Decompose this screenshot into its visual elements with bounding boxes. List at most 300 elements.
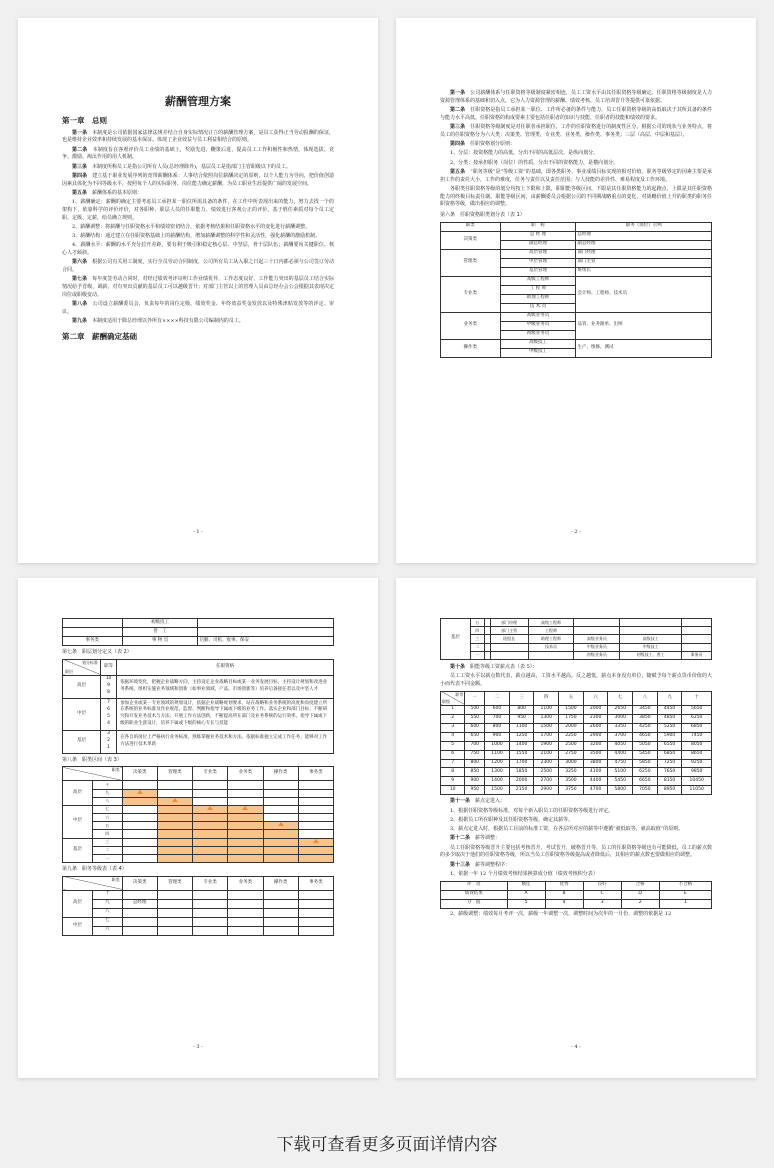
table-cell: 4400 xyxy=(583,777,608,786)
table-cell: 6650 xyxy=(633,777,658,786)
paragraph-text: 1、分层：按资格能力的高低，分出不同的高低层次，是纵向划分。 xyxy=(450,150,599,157)
table-cell: 良好 xyxy=(583,881,621,890)
table-cell: 业务类 xyxy=(441,312,501,339)
table-cell: 1300 xyxy=(534,714,559,723)
paragraph-text: 本制度所称员工是指公司所有人员(总经理除外)，基层员工是指部门主管职级以下的员工。 xyxy=(92,163,291,170)
table-cell: 后勤、司机、收事、保安 xyxy=(198,637,334,646)
range-cell-shaded xyxy=(228,814,263,822)
table-cell: 2300 xyxy=(583,714,608,723)
table-row xyxy=(63,846,334,854)
article-label: 第五条 xyxy=(72,189,88,196)
range-cell-shaded xyxy=(157,797,192,805)
job-class-table xyxy=(440,222,712,358)
table-cell: 2300 xyxy=(534,759,559,768)
table-cell: 7650 xyxy=(657,768,682,777)
table-cell: 1500 xyxy=(534,723,559,732)
range-cell-shaded xyxy=(263,822,298,830)
table-cell xyxy=(122,908,157,917)
table-cell: 总 经 理 xyxy=(500,231,576,240)
range-cell-shaded xyxy=(157,830,192,838)
document-page-4 xyxy=(396,578,756,1078)
table-cell: 4 xyxy=(545,899,583,908)
table-cell: 1100 xyxy=(485,750,510,759)
table-cell: 总经理 xyxy=(122,899,157,908)
paragraph-text: 任职资格等级制度是对任职者承担职位，工作的任职资格进行的制度性区分。根据公司的现状与业务特点，将员工的任职资格分为六大类：决策类、管理类、专业类、业务类、操作类、事务类；三层（高层、中层和基层）。 xyxy=(440,124,712,138)
table-row xyxy=(441,651,712,659)
table-row xyxy=(441,312,712,321)
paragraph-text: 本制度适用于除总经理以外所有××××科技有限公司编制内的员工。 xyxy=(92,318,244,325)
table-cell: 1700 xyxy=(509,759,534,768)
range-cell-shaded xyxy=(157,838,192,846)
table-cell: 4450 xyxy=(657,705,682,714)
table-row xyxy=(63,675,334,698)
range-cell xyxy=(298,822,333,830)
range-cell xyxy=(193,781,228,789)
paragraph xyxy=(440,124,712,140)
table-cell: 3250 xyxy=(559,768,584,777)
table-cell: 3 xyxy=(583,899,621,908)
paragraph xyxy=(62,224,334,232)
table-cell xyxy=(682,643,712,651)
table-cell: 七 xyxy=(92,917,122,926)
paragraph xyxy=(440,150,712,158)
paragraph xyxy=(62,164,334,172)
table-cell: 3850 xyxy=(633,714,658,723)
grade-number: 10 xyxy=(105,676,112,682)
table-cell: 5 xyxy=(441,741,465,750)
paragraph-text: 建立基于职业发展序列的宽带薪酬体系：人事结合依照岗位薪酬决定的原则，以个人能力为导向，把价值创造因素具体化为不同等级水平，按照每个人的实际职务、岗位能力确定薪酬，为员工职业生涯提供广阔的发展空间。 xyxy=(62,172,334,187)
table-cell: 5850 xyxy=(633,759,658,768)
table-cell: 高级工程师 xyxy=(528,619,574,627)
table-cell: 中级业务员 xyxy=(500,321,576,330)
grade-number: 4 xyxy=(107,721,110,727)
table-cell: 3450 xyxy=(633,705,658,714)
range-cell-shaded xyxy=(228,805,263,813)
article-label: 第一条 xyxy=(450,90,466,96)
range-cell xyxy=(122,838,157,846)
table-cell: 工程师 xyxy=(528,627,574,635)
table-row xyxy=(63,838,334,846)
table-cell: 八 xyxy=(92,797,122,805)
chapter-heading: 第二章 薪酬确定基础 xyxy=(62,331,137,341)
table-cell: 分 值 xyxy=(441,899,508,908)
table-header: 决策类 xyxy=(122,876,157,890)
table-cell: 中层 xyxy=(63,698,101,730)
table-cell: 五 xyxy=(470,619,484,627)
article-label: 第二条 xyxy=(450,107,466,113)
range-cell-shaded xyxy=(228,822,263,830)
table-cell: 6 xyxy=(441,750,465,759)
table-cell: 7450 xyxy=(682,732,712,741)
table-cell: 总经理 xyxy=(576,231,712,240)
paragraph-text: 公司设立薪酬委员会，负责每年的岗位定级、绩效奖金、年终效益奖金发放以及特殊津贴发放等的评定、审议。 xyxy=(62,301,334,315)
table-cell: 10450 xyxy=(682,777,712,786)
paragraph-text: 2、分类：按承担职务（岗位）的性质，分出不同的资格能力，是横向划分。 xyxy=(450,159,619,166)
table-cell: 750 xyxy=(465,750,485,759)
table-cell: 8650 xyxy=(682,750,712,759)
paragraph xyxy=(62,173,334,189)
table-cell: 950 xyxy=(509,714,534,723)
table-header: 决策类 xyxy=(122,767,157,781)
table-cell: 6250 xyxy=(682,714,712,723)
range-cell xyxy=(298,781,333,789)
range-arrow-icon xyxy=(137,790,143,794)
paragraph xyxy=(440,808,712,816)
paragraph xyxy=(440,160,712,168)
table-cell: 高层 xyxy=(63,675,101,698)
table-cell: 4 xyxy=(441,732,465,741)
table-cell: 8050 xyxy=(682,741,712,750)
table-row xyxy=(63,814,334,822)
table-cell: 1250 xyxy=(509,732,534,741)
table-cell xyxy=(100,698,116,730)
range-cell-shaded xyxy=(193,838,228,846)
table-cell: 一 xyxy=(92,855,122,863)
article-label: 第七条 xyxy=(72,276,88,283)
paragraph-text: 任职资格是指员工承担某一职位、工作所必备的条件与能力，员工任职资格等级的高低取决于其所具备的条件与能力水平高低。任职资格的构成要素主要包括任职者的知识与技能、任职者的技能和绩效的要求。 xyxy=(440,107,712,121)
table-row xyxy=(441,759,712,768)
table-row xyxy=(63,830,334,838)
table-cell: 4400 xyxy=(608,750,633,759)
table-row xyxy=(63,822,334,830)
range-cell-shaded xyxy=(228,830,263,838)
table-cell: 650 xyxy=(465,732,485,741)
range-cell xyxy=(263,797,298,805)
article-label: 第九条 xyxy=(72,318,88,325)
table-cell: 品管、业务跟单、出纳 xyxy=(576,312,712,339)
table-cell: 六 xyxy=(92,814,122,822)
article-label: 第一条 xyxy=(72,129,88,136)
paragraph xyxy=(62,301,334,317)
table-cell: 中层 xyxy=(63,917,93,935)
paragraph xyxy=(440,845,712,861)
table-cell: 1400 xyxy=(485,777,510,786)
paragraph xyxy=(440,107,712,123)
range-cell xyxy=(228,789,263,797)
paragraph-text: 1、根据任职资格等级标准，对每个新入职员工的任职资格等级进行评定。 xyxy=(450,807,614,814)
paragraph-text: 本制度旨在客观评价员工业绩的基础上，奖励先进、鞭策后进，提高员工工作积极性和热情，体现选拔、竞争、激励、淘汰作用的用人机制。 xyxy=(62,146,334,161)
article-label: 第八条 xyxy=(72,301,88,308)
table-cell: E xyxy=(659,890,711,899)
range-cell-shaded xyxy=(228,846,263,854)
table-cell: 5450 xyxy=(608,777,633,786)
table-cell: 3200 xyxy=(583,741,608,750)
table-cell: 部门主管 xyxy=(490,627,528,635)
range-cell xyxy=(122,781,157,789)
paragraph-text: 薪等调整： xyxy=(475,835,501,842)
grade-number: 8 xyxy=(107,690,110,696)
table-header: 职 称 xyxy=(500,222,576,231)
paragraph-text: 2、根据员工所在职种及其任职资格等级，确定其薪等。 xyxy=(450,816,574,823)
range-cell xyxy=(157,789,192,797)
paragraph xyxy=(440,835,712,843)
paragraph xyxy=(440,169,712,185)
table-row xyxy=(441,890,712,899)
paragraph xyxy=(62,199,334,222)
table-cell: 900 xyxy=(465,777,485,786)
article-label: 第四条 xyxy=(72,172,88,179)
table-cell: 2900 xyxy=(534,786,559,795)
page-number: - 4 - xyxy=(571,1044,581,1051)
table-cell: 2150 xyxy=(509,786,534,795)
table-cell: 中级技工 xyxy=(620,643,682,651)
continued-grade-table xyxy=(440,618,712,660)
paragraph-text: 3、薪酬结构：通过建立在任职资格基础上的薪酬结构，增加薪酬调整的科学性和灵活性，强化薪酬的激励机制。 xyxy=(72,233,321,240)
table-header: 二 xyxy=(485,691,510,705)
range-cell-shaded xyxy=(157,814,192,822)
table-cell: 初级业务员 xyxy=(574,651,620,659)
document-title: 薪酬管理方案 xyxy=(165,95,231,108)
table-cell: 2700 xyxy=(534,777,559,786)
table-cell: 初级业务员 xyxy=(500,330,576,339)
table-cell: 中级业务员 xyxy=(574,643,620,651)
table-cell: 3750 xyxy=(559,786,584,795)
range-cell-shaded xyxy=(193,814,228,822)
table-cell: 1100 xyxy=(509,723,534,732)
table-cell: 不合格 xyxy=(659,881,711,890)
table-cell: 十 xyxy=(92,890,122,899)
range-cell-shaded xyxy=(157,855,192,863)
article-label: 第十三条 xyxy=(450,861,471,868)
range-cell xyxy=(122,805,157,813)
paragraph-list xyxy=(440,90,712,209)
table-cell: 技 术 员 xyxy=(500,303,576,312)
table-cell: 700 xyxy=(485,714,510,723)
table-cell: 2 xyxy=(621,899,659,908)
table-cell: 优秀 xyxy=(545,881,583,890)
table-cell: 九 xyxy=(92,899,122,908)
table-row xyxy=(441,627,712,635)
table-header: 四 xyxy=(534,691,559,705)
table-cell: 2000 xyxy=(583,705,608,714)
table-cell: 1 xyxy=(659,899,711,908)
paragraph-list xyxy=(440,798,712,878)
range-cell-shaded xyxy=(193,830,228,838)
table-header: 事务类 xyxy=(298,767,333,781)
chapter-heading: 第一章 总则 xyxy=(62,116,107,126)
diagonal-header: 划分标准 职层 xyxy=(63,659,101,675)
range-arrow-icon xyxy=(242,806,248,810)
grade-number: 9 xyxy=(107,683,110,689)
table-header: 六 xyxy=(583,691,608,705)
table-cell: 中层 xyxy=(63,805,93,838)
paragraph xyxy=(440,798,712,806)
table-row xyxy=(441,635,712,643)
job-grade-table xyxy=(62,876,334,936)
paragraph: 员工工资水平以薪点数代表，薪点越高，工资水平越高。反之越低，薪点本身没有单位，随赋予每个薪点货币价值的大小而代表不同金额。 xyxy=(440,673,712,687)
table-row xyxy=(441,276,712,285)
table-cell xyxy=(122,926,157,935)
table-cell: 九 xyxy=(92,789,122,797)
table-header: 职务（岗位）示例 xyxy=(576,222,712,231)
table-cell: 依据环境变化，把握企业战略方向，主持设定企业战略目标或某一业务发展目标，主持设计规划和改进业务系统，组织实施业务领域和创新（如事业领域、产品、市场创新等）培养后备接任者以及中坚人才 xyxy=(117,675,334,698)
table-cell: 助理工程师 xyxy=(500,294,576,303)
table-cell xyxy=(682,627,712,635)
range-cell xyxy=(228,797,263,805)
table-header: 十 xyxy=(682,691,712,705)
range-cell xyxy=(157,781,192,789)
table-cell: 1 xyxy=(441,705,465,714)
paragraph xyxy=(62,276,334,299)
table-header: 事务类 xyxy=(298,876,333,890)
table-row xyxy=(441,619,712,627)
table-cell: 基层 xyxy=(63,730,101,753)
table-cell xyxy=(122,890,157,899)
paragraph: 2、薪级调整：绩效每月考评一次，薪级一年调整一次，调整时间为次年的一月份，调整的依据是 12 xyxy=(450,910,672,917)
table-cell: 合格 xyxy=(621,881,659,890)
diagonal-header: 职等 职级 xyxy=(442,691,464,704)
table-header: 操作类 xyxy=(263,876,298,890)
page-number: - 2 - xyxy=(571,529,581,536)
range-cell xyxy=(263,789,298,797)
table-cell: 工 程 师 xyxy=(500,285,576,294)
table-header: 职等 xyxy=(100,659,116,675)
table-cell: 高层 xyxy=(63,890,93,917)
table-cell: 3000 xyxy=(559,759,584,768)
paragraph xyxy=(440,862,712,870)
table-cell: 4250 xyxy=(633,723,658,732)
table-cell: 操作类 xyxy=(441,339,501,357)
article-label: 第三条 xyxy=(450,124,466,130)
table-row xyxy=(63,917,334,926)
paragraph xyxy=(62,147,334,163)
range-cell xyxy=(298,797,333,805)
table-row xyxy=(441,714,712,723)
table-cell: 600 xyxy=(465,723,485,732)
article-label: 第二条 xyxy=(72,146,88,153)
table-cell: 普 工 xyxy=(122,628,198,637)
table-row xyxy=(63,797,334,805)
paragraph xyxy=(440,817,712,825)
table-header: 业务类 xyxy=(228,876,263,890)
paragraph-text: 每年度签劳动合同时，对经过绩效考评证明工作业绩优异，工作态度良好，工作能力突出的基层员工结合实际情况给予晋级，调薪，对有突出贡献的基层员工可以越级晋升；对部门主管以上的管理人员由总经办会公会根据其表现决定岗位或职级变动。 xyxy=(62,276,334,298)
table-cell: 管理类 xyxy=(441,249,501,276)
table-cell: 1700 xyxy=(534,732,559,741)
table-row xyxy=(63,899,334,908)
table-cell: 基层 xyxy=(63,838,93,863)
table-cell: 2250 xyxy=(559,732,584,741)
performance-score-table xyxy=(440,881,712,909)
table-cell: 1400 xyxy=(509,741,534,750)
grade-number: 7 xyxy=(107,700,110,706)
range-cell-shaded xyxy=(122,789,157,797)
range-cell-shaded xyxy=(193,846,228,854)
table-cell: 决策类 xyxy=(441,231,501,249)
table-cell: 550 xyxy=(465,714,485,723)
range-arrow-icon xyxy=(172,798,178,802)
range-cell-shaded xyxy=(228,855,263,863)
table-cell xyxy=(122,917,157,926)
table-cell: 1850 xyxy=(509,768,534,777)
table-cell: 四 xyxy=(470,627,484,635)
article-label: 第四条 xyxy=(450,141,466,147)
range-arrow-icon xyxy=(313,839,319,843)
table-row xyxy=(441,881,712,890)
range-cell-shaded xyxy=(298,846,333,854)
table-row xyxy=(441,643,712,651)
table-cell: 三 xyxy=(470,635,484,643)
table-header: 业务类 xyxy=(228,767,263,781)
table-cell: 2600 xyxy=(583,723,608,732)
range-cell-shaded xyxy=(298,855,333,863)
table-cell: 1000 xyxy=(485,741,510,750)
table-cell: 7 xyxy=(441,759,465,768)
table-row xyxy=(441,339,712,348)
table-cell: 部门经理 xyxy=(490,619,528,627)
table-cell: 5050 xyxy=(633,741,658,750)
table-header: 八 xyxy=(633,691,658,705)
range-cell xyxy=(298,805,333,813)
table-row xyxy=(63,730,334,753)
paragraph-text: 员工任职资格等级晋升主要包括考核晋升，考试晋升，破格晋升等，员工的任职资格等级也有可能降低，员工的薪点数的多少取决于他们的任职资格等级，所以当员工任职资格等级提高或者降低后，其相应的薪点数也要做相应的调整。 xyxy=(440,844,712,859)
table-row xyxy=(63,926,334,935)
range-arrow-icon xyxy=(207,806,213,810)
range-cell xyxy=(263,781,298,789)
table-cell xyxy=(620,619,682,627)
table-cell: 高级技工 xyxy=(500,339,576,348)
range-cell xyxy=(122,822,157,830)
table-cell: 2500 xyxy=(534,768,559,777)
table-row xyxy=(441,249,712,258)
table-cell: 9850 xyxy=(682,768,712,777)
table-cell: 初级技工 xyxy=(122,619,198,628)
table-cell: 8150 xyxy=(657,777,682,786)
range-cell-shaded xyxy=(193,855,228,863)
table-header: 专业类 xyxy=(193,876,228,890)
grade-number: 2 xyxy=(107,738,110,744)
table-cell xyxy=(574,627,620,635)
grade-number: 5 xyxy=(107,714,110,720)
table-cell: 800 xyxy=(465,759,485,768)
article-label: 第十一条 xyxy=(450,798,471,805)
table-cell: 9 xyxy=(441,777,465,786)
table-header: 任职资格 xyxy=(117,659,334,675)
table-cell: 四 xyxy=(92,830,122,838)
table-cell: 高层 xyxy=(63,781,93,806)
table-cell: 11050 xyxy=(682,786,712,795)
table-caption: 第八条 职类区间（表 3） xyxy=(62,756,122,763)
table-cell: 二 xyxy=(470,643,484,651)
paragraph-text: 本制度是公司依据国家法律法规并结合自身实际情况订立的薪酬管理方案，是员工获得正当劳动报酬的保证，也是维持企业效率和持续发展的基本保证。体现了企业效益与员工利益相结合的原则。 xyxy=(62,129,334,144)
table-header: 管理类 xyxy=(157,876,192,890)
table-cell: 基层 xyxy=(441,619,471,660)
table-cell: 700 xyxy=(465,741,485,750)
table-row xyxy=(441,786,712,795)
table-cell: 3800 xyxy=(583,759,608,768)
table-cell: 3350 xyxy=(608,723,633,732)
table-cell: 950 xyxy=(465,786,485,795)
paragraph-text: 薪酬体系的基本原则： xyxy=(92,189,143,196)
paragraph-text: 各职类任职资格等级的划分均按上下限和上限，职职能等级区间，下限是其任职资格能力的起跑点，上限是其任职资格能力的终极目标责任制。职能等级区间，由薪酬委员会根据公司的不同期战略重点的变化，对战略价值上升的职类的职务任职资格等级，做出相应的调整。 xyxy=(440,185,712,208)
document-page-3 xyxy=(18,578,378,1078)
table-header: 三 xyxy=(509,691,534,705)
table-cell: 十 xyxy=(92,781,122,789)
paragraph-text: “职务等级”是“等级工资”的基础，即各类职务、事业成绩目标实现的相对价值。职务等级界定的因素主要是承担工作的责任大小，工作的难度，任务与责任以及责任范围；与人技能的差异性、难易程度及工作环境。 xyxy=(440,168,712,183)
table-row xyxy=(441,723,712,732)
range-cell xyxy=(298,830,333,838)
table-cell: 2100 xyxy=(534,750,559,759)
table-cell: 2000 xyxy=(509,777,534,786)
table-cell: 事务员 xyxy=(682,651,712,659)
table-cell: 二 xyxy=(92,846,122,854)
table-header: 职类 xyxy=(441,222,501,231)
table-cell: 在各自的岗位上严格执行业务标准，熟练掌握业务技术和方法，依据标准独立完成工作任务；能够对工作方法进行技术革新 xyxy=(117,730,334,753)
range-cell-shaded xyxy=(228,838,263,846)
table-cell: 1200 xyxy=(485,759,510,768)
paragraph: 第十条 职能等级工资薪点表（表 5）： xyxy=(450,663,538,670)
table-header: 九 xyxy=(657,691,682,705)
paragraph-text: 3、薪点定进入时，根据员工目前的标准工资，在各层所对应的薪等中遵循“就低取等，就高取值”的原则。 xyxy=(450,826,684,833)
